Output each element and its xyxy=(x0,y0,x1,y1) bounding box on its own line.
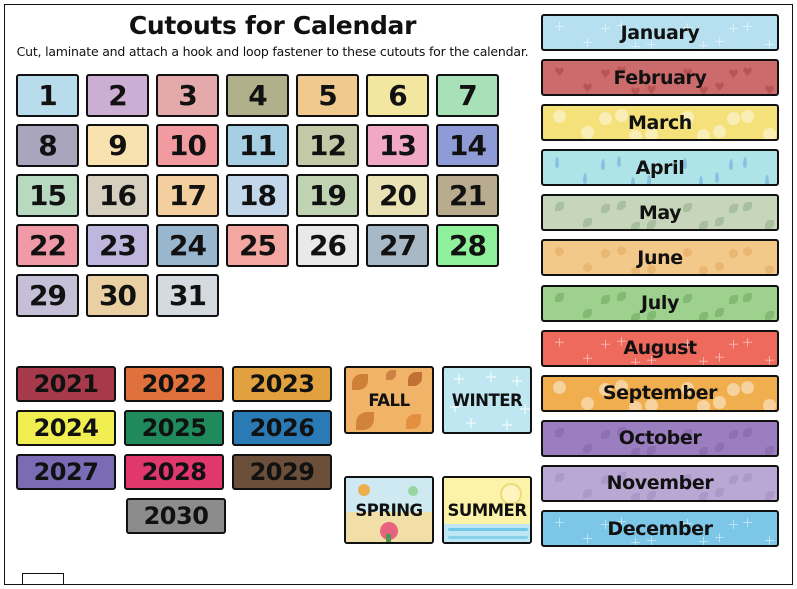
decoration xyxy=(555,202,564,211)
number-cutout[interactable] xyxy=(156,124,219,167)
decoration xyxy=(715,127,724,136)
number-cutout[interactable] xyxy=(226,224,289,267)
decoration xyxy=(699,41,708,50)
number-cutout[interactable] xyxy=(156,74,219,117)
number-label: 11 xyxy=(239,129,276,162)
number-cutout[interactable] xyxy=(156,224,219,267)
decoration xyxy=(555,247,564,256)
number-cutout[interactable] xyxy=(436,224,499,267)
number-cutout[interactable] xyxy=(366,224,429,267)
decoration xyxy=(601,340,610,349)
month-cutout[interactable] xyxy=(541,194,779,231)
number-cutout[interactable] xyxy=(16,274,79,317)
decoration xyxy=(486,372,496,382)
number-label: 23 xyxy=(99,229,136,262)
decoration xyxy=(583,38,592,47)
month-label: July xyxy=(641,292,679,315)
decoration xyxy=(715,443,724,452)
decoration xyxy=(765,311,774,320)
number-row xyxy=(16,274,532,317)
number-label: 8 xyxy=(38,129,57,162)
number-row xyxy=(16,124,532,167)
number-label: 9 xyxy=(108,129,127,162)
decoration xyxy=(743,112,752,121)
number-label: 18 xyxy=(239,179,276,212)
year-row xyxy=(16,498,336,534)
year-cutouts-grid xyxy=(16,366,336,542)
season-cutout[interactable] xyxy=(442,476,532,544)
decoration xyxy=(583,399,592,408)
decoration xyxy=(601,430,610,439)
month-cutout[interactable] xyxy=(541,465,779,502)
number-cutouts-grid xyxy=(16,74,532,324)
number-cutout[interactable] xyxy=(436,174,499,217)
number-label: 16 xyxy=(99,179,136,212)
year-label: 2027 xyxy=(33,458,99,486)
decoration xyxy=(502,420,512,430)
corner-mark xyxy=(22,573,64,585)
number-label: 24 xyxy=(169,229,206,262)
number-cutout[interactable] xyxy=(226,174,289,217)
number-cutout[interactable] xyxy=(16,124,79,167)
number-label: 12 xyxy=(309,129,346,162)
decoration xyxy=(715,353,724,362)
decoration xyxy=(743,293,752,302)
decoration xyxy=(555,473,564,482)
number-cutout[interactable] xyxy=(16,224,79,267)
decoration xyxy=(729,24,738,33)
decoration xyxy=(699,312,708,321)
decoration xyxy=(601,24,610,33)
number-row xyxy=(16,174,532,217)
decoration xyxy=(386,370,396,380)
decoration xyxy=(765,220,774,229)
decoration xyxy=(406,414,421,429)
number-label: 17 xyxy=(169,179,206,212)
number-label: 5 xyxy=(318,79,337,112)
decoration xyxy=(583,444,592,453)
number-cutout[interactable] xyxy=(16,74,79,117)
season-label: FALL xyxy=(368,390,410,410)
decoration xyxy=(729,159,733,170)
number-cutout[interactable] xyxy=(366,74,429,117)
year-label: 2028 xyxy=(141,458,207,486)
number-label: 4 xyxy=(248,79,267,112)
year-label: 2026 xyxy=(249,414,315,442)
decoration xyxy=(765,130,774,139)
decoration xyxy=(729,430,738,439)
decoration xyxy=(765,446,774,455)
season-label: SUMMER xyxy=(447,500,527,520)
number-label: 14 xyxy=(449,129,486,162)
number-cutout[interactable] xyxy=(296,124,359,167)
season-label: WINTER xyxy=(451,390,523,410)
decoration xyxy=(715,308,724,317)
decoration xyxy=(454,374,464,384)
number-label: 1 xyxy=(38,79,57,112)
decoration xyxy=(356,412,374,430)
decoration xyxy=(512,376,522,386)
number-cutout[interactable] xyxy=(226,74,289,117)
decoration xyxy=(583,354,592,363)
year-cutout[interactable] xyxy=(232,410,332,446)
decoration xyxy=(743,338,752,347)
number-label: 19 xyxy=(309,179,346,212)
decoration xyxy=(601,204,610,213)
number-label: 15 xyxy=(29,179,66,212)
decoration xyxy=(448,528,528,531)
decoration xyxy=(583,128,592,137)
decoration xyxy=(617,111,626,120)
number-cutout[interactable] xyxy=(296,74,359,117)
decoration xyxy=(583,263,592,272)
number-cutout[interactable] xyxy=(226,124,289,167)
decoration xyxy=(601,159,605,170)
month-label: January xyxy=(620,21,700,44)
decoration xyxy=(729,340,738,349)
decoration xyxy=(743,247,752,256)
decoration xyxy=(765,536,774,545)
month-cutout[interactable] xyxy=(541,330,779,367)
number-cutout[interactable] xyxy=(366,174,429,217)
decoration xyxy=(729,249,738,258)
number-label: 25 xyxy=(239,229,276,262)
number-label: 10 xyxy=(169,129,206,162)
decoration xyxy=(715,82,724,91)
decoration xyxy=(408,372,422,386)
month-label: March xyxy=(628,111,692,134)
decoration xyxy=(583,218,592,227)
year-label: 2023 xyxy=(249,370,315,398)
number-label: 28 xyxy=(449,229,486,262)
month-label: May xyxy=(638,201,682,224)
decoration xyxy=(729,295,738,304)
decoration xyxy=(743,157,747,168)
decoration xyxy=(617,156,621,167)
decoration xyxy=(631,313,640,322)
decoration xyxy=(765,356,774,365)
year-label: 2025 xyxy=(141,414,207,442)
decoration xyxy=(715,262,724,271)
decoration xyxy=(765,401,774,410)
decoration xyxy=(699,131,708,140)
decoration xyxy=(743,518,752,527)
year-label: 2030 xyxy=(143,502,209,530)
decoration xyxy=(555,67,564,76)
decoration xyxy=(583,534,592,543)
number-cutout[interactable] xyxy=(86,174,149,217)
decoration xyxy=(743,67,752,76)
number-cutout[interactable] xyxy=(436,74,499,117)
decoration xyxy=(583,173,587,184)
year-cutout[interactable] xyxy=(232,454,332,490)
month-label: June xyxy=(637,246,683,269)
year-label: 2022 xyxy=(141,370,207,398)
month-cutout[interactable] xyxy=(541,239,779,276)
decoration xyxy=(715,37,724,46)
number-label: 13 xyxy=(379,129,416,162)
decoration xyxy=(601,114,610,123)
decoration xyxy=(601,249,610,258)
decoration xyxy=(444,524,530,544)
year-cutout[interactable] xyxy=(16,454,116,490)
year-cutout[interactable] xyxy=(124,454,224,490)
number-label: 20 xyxy=(379,179,416,212)
season-cutout[interactable] xyxy=(344,366,434,434)
decoration xyxy=(729,204,738,213)
number-label: 2 xyxy=(108,79,127,112)
number-label: 26 xyxy=(309,229,346,262)
year-cutout[interactable] xyxy=(124,366,224,402)
decoration xyxy=(555,428,564,437)
month-label: November xyxy=(606,472,714,495)
number-row xyxy=(16,74,532,117)
number-cutout[interactable] xyxy=(86,224,149,267)
decoration xyxy=(715,488,724,497)
year-row xyxy=(16,410,336,446)
month-cutouts-column xyxy=(541,14,781,555)
header xyxy=(10,12,535,59)
number-cutout[interactable] xyxy=(296,174,359,217)
page-subtitle: Cut, laminate and attach a hook and loop fastener to these cutouts for the calendar. xyxy=(16,43,529,59)
decoration xyxy=(466,418,476,428)
number-label: 27 xyxy=(379,229,416,262)
decoration xyxy=(631,177,635,186)
decoration xyxy=(699,357,708,366)
year-cutout[interactable] xyxy=(16,410,116,446)
season-cutout[interactable] xyxy=(344,476,434,544)
decoration xyxy=(358,484,370,496)
decoration xyxy=(729,475,738,484)
season-cutouts-grid xyxy=(344,366,534,556)
month-label: February xyxy=(613,66,707,89)
decoration xyxy=(683,203,692,212)
number-cutout[interactable] xyxy=(16,174,79,217)
decoration xyxy=(765,491,774,500)
month-cutout[interactable] xyxy=(541,420,779,457)
number-label: 29 xyxy=(29,279,66,312)
decoration xyxy=(555,338,564,347)
number-label: 30 xyxy=(99,279,136,312)
season-row xyxy=(344,476,534,544)
decoration xyxy=(683,294,692,303)
decoration xyxy=(555,157,559,168)
number-label: 31 xyxy=(169,279,206,312)
decoration xyxy=(555,112,564,121)
decoration xyxy=(715,217,724,226)
number-cutout[interactable] xyxy=(86,274,149,317)
decoration xyxy=(765,40,774,49)
decoration xyxy=(583,309,592,318)
decoration xyxy=(729,520,738,529)
month-cutout[interactable] xyxy=(541,59,779,96)
year-row xyxy=(16,454,336,490)
month-label: September xyxy=(602,382,718,405)
number-cutout[interactable] xyxy=(156,274,219,317)
decoration xyxy=(555,293,564,302)
year-label: 2021 xyxy=(33,370,99,398)
decoration xyxy=(617,201,626,210)
decoration xyxy=(555,383,564,392)
number-label: 3 xyxy=(178,79,197,112)
decoration xyxy=(765,265,774,274)
decoration xyxy=(699,221,708,230)
year-cutout[interactable] xyxy=(16,366,116,402)
decoration xyxy=(583,83,592,92)
decoration xyxy=(729,114,738,123)
year-label: 2029 xyxy=(249,458,315,486)
decoration xyxy=(715,533,724,542)
number-row xyxy=(16,224,532,267)
decoration xyxy=(765,175,769,186)
decoration xyxy=(352,374,368,390)
decoration xyxy=(743,473,752,482)
month-cutout[interactable] xyxy=(541,104,779,141)
decoration xyxy=(715,172,719,183)
year-cutout[interactable] xyxy=(126,498,226,534)
decoration xyxy=(555,22,564,31)
year-cutout[interactable] xyxy=(124,410,224,446)
month-label: April xyxy=(635,156,685,179)
decoration xyxy=(699,266,708,275)
decoration xyxy=(743,428,752,437)
decoration xyxy=(617,246,626,255)
decoration xyxy=(601,295,610,304)
decoration xyxy=(743,202,752,211)
decoration xyxy=(555,518,564,527)
month-label: December xyxy=(607,517,713,540)
decoration xyxy=(743,22,752,31)
month-label: August xyxy=(623,337,697,360)
page-title: Cutouts for Calendar xyxy=(128,11,417,40)
decoration xyxy=(699,176,703,186)
season-row xyxy=(344,366,534,434)
number-cutout[interactable] xyxy=(86,124,149,167)
season-cutout[interactable] xyxy=(442,366,532,434)
number-label: 7 xyxy=(458,79,477,112)
month-cutout[interactable] xyxy=(541,14,779,51)
month-label: October xyxy=(618,427,702,450)
decoration xyxy=(729,385,738,394)
decoration xyxy=(743,383,752,392)
decoration xyxy=(583,489,592,498)
number-cutout[interactable] xyxy=(296,224,359,267)
number-cutout[interactable] xyxy=(436,124,499,167)
number-label: 22 xyxy=(29,229,66,262)
month-cutout[interactable] xyxy=(541,149,779,186)
year-label: 2024 xyxy=(33,414,99,442)
decoration xyxy=(386,534,391,544)
month-cutout[interactable] xyxy=(541,510,779,547)
number-cutout[interactable] xyxy=(156,174,219,217)
decoration xyxy=(601,69,610,78)
decoration xyxy=(617,292,626,301)
year-row xyxy=(16,366,336,402)
number-cutout[interactable] xyxy=(86,74,149,117)
number-label: 6 xyxy=(388,79,407,112)
number-label: 21 xyxy=(449,179,486,212)
decoration xyxy=(683,248,692,257)
decoration xyxy=(408,486,418,496)
season-label: SPRING xyxy=(355,500,423,520)
month-cutout[interactable] xyxy=(541,285,779,322)
year-cutout[interactable] xyxy=(232,366,332,402)
month-cutout[interactable] xyxy=(541,375,779,412)
decoration xyxy=(729,69,738,78)
number-cutout[interactable] xyxy=(366,124,429,167)
decoration xyxy=(448,536,528,539)
decoration xyxy=(765,85,774,94)
